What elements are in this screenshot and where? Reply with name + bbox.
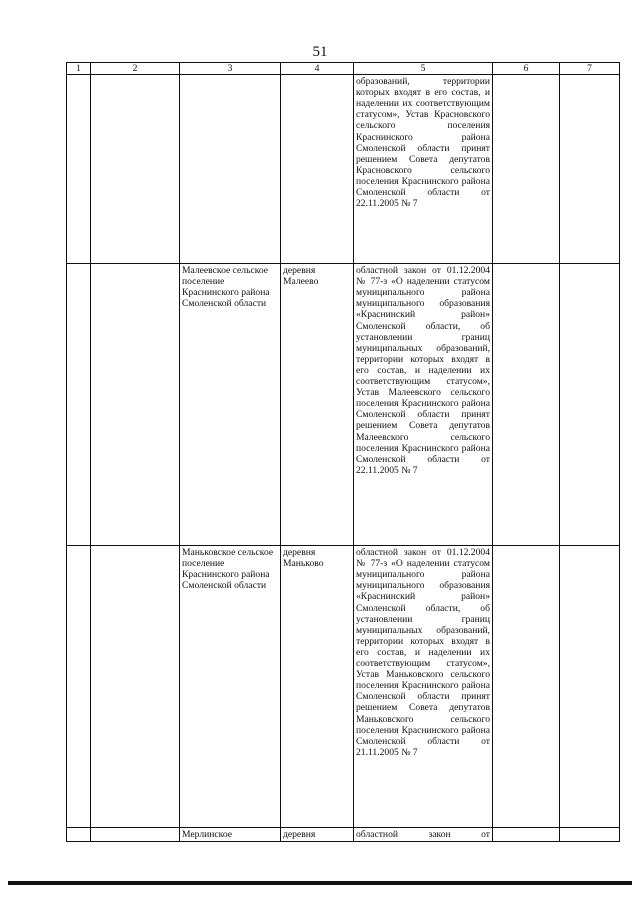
- header-col-4: 4: [281, 63, 354, 75]
- cell-municipality: [91, 75, 180, 264]
- cell-legal-basis: областной закон от 01.12.2004 № 77-з «О наделении статусом муниципального района муниципального образования «Краснинский район» Смоленской области, об установлении границ муниципальных образований, территории которых входят в его состав, и наделении их соответствующим статусом», Устав Маньковского сельского поселения Краснинского района Смоленской области принят решением Совета депутатов Маньковского сельского поселения Краснинского района Смоленской области от 21.11.2005 № 7: [354, 546, 493, 828]
- cell-number: [67, 264, 91, 546]
- cell-admin-center: деревня Маньково: [281, 546, 354, 828]
- header-col-5: 5: [354, 63, 493, 75]
- header-col-7: 7: [560, 63, 620, 75]
- bottom-divider: [8, 881, 632, 885]
- cell-col7: [560, 75, 620, 264]
- cell-settlement-name: Мерлинское: [180, 828, 281, 842]
- cell-col7: [560, 828, 620, 842]
- registry-table: [66, 62, 620, 842]
- cell-col7: [560, 546, 620, 828]
- cell-municipality: [91, 546, 180, 828]
- table-row: [67, 828, 620, 842]
- cell-admin-center: деревня Малеево: [281, 264, 354, 546]
- cell-number: [67, 75, 91, 264]
- cell-number: [67, 828, 91, 842]
- cell-admin-center: деревня: [281, 828, 354, 842]
- cell-admin-center: [281, 75, 354, 264]
- cell-col6: [493, 828, 560, 842]
- cell-legal-basis: областной закон от: [354, 828, 493, 842]
- cell-number: [67, 546, 91, 828]
- cell-settlement-name: Малеевское сельское поселение Краснинского района Смоленской области: [180, 264, 281, 546]
- cell-legal-basis: образований, территории которых входят в его состав, и наделении их соответствующим статусом», Устав Красновского сельского поселения Краснинского района Смоленской области принят решением Совета депутатов Красновского сельского поселения Краснинского района Смоленской области от 22.11.2005 № 7: [354, 75, 493, 264]
- cell-col7: [560, 264, 620, 546]
- cell-col6: [493, 75, 560, 264]
- cell-settlement-name: [180, 75, 281, 264]
- cell-municipality: [91, 828, 180, 842]
- cell-col6: [493, 546, 560, 828]
- table-row: [67, 264, 620, 546]
- cell-settlement-name: Маньковское сельское поселение Краснинского района Смоленской области: [180, 546, 281, 828]
- header-col-6: 6: [493, 63, 560, 75]
- table-row: [67, 546, 620, 828]
- cell-legal-basis: областной закон от 01.12.2004 № 77-з «О наделении статусом муниципального района муниципального образования «Краснинский район» Смоленской области, об установлении границ муниципальных образований, территории которых входят в его состав, и наделении их соответствующим статусом», Устав Малеевского сельского поселения Краснинского района Смоленской области принят решением Совета депутатов Малеевского сельского поселения Краснинского района Смоленской области от 22.11.2005 № 7: [354, 264, 493, 546]
- table-row: [67, 75, 620, 264]
- page-number: 51: [312, 44, 328, 60]
- cell-col6: [493, 264, 560, 546]
- cell-municipality: [91, 264, 180, 546]
- header-col-2: 2: [91, 63, 180, 75]
- header-col-1: 1: [67, 63, 91, 75]
- header-col-3: 3: [180, 63, 281, 75]
- header-row: [67, 63, 620, 75]
